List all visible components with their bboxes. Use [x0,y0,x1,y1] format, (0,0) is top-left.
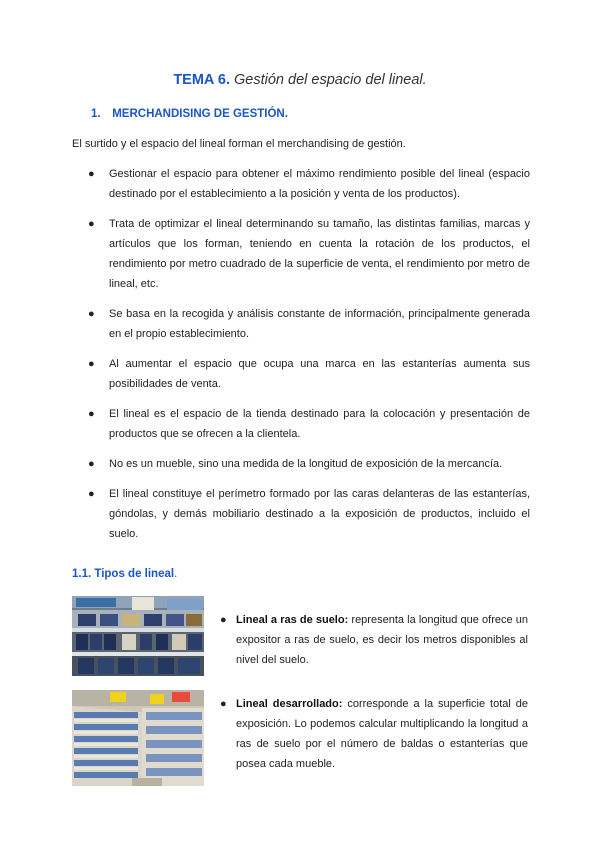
list-item: ● No es un mueble, sino una medida de la longitud de exposición de la mercancía. [86,454,530,474]
section-heading-1 [91,108,288,120]
type-description: corresponde a la superficie total de exposición. Lo podemos calcular multiplicando la longitud a ras de suelo por el número de baldas o estanterías que posea cada mueble. [236,698,528,770]
type-term: Lineal a ras de suelo: [236,614,349,626]
subsection-heading [72,568,177,580]
bullet-list [86,164,530,554]
bullet-icon: ● [88,218,95,230]
list-item: ● Trata de optimizar el lineal determinando su tamaño, las distintas familias, marcas y artículos que los forman, teniendo en cuenta la rotación de los productos, el rendimiento por metro cuadrado de la superficie de venta, el rendimiento por metro de lineal, etc. [86,214,530,294]
subsection-title: Tipos de lineal [94,568,175,580]
section-number: 1. [91,108,101,120]
type-item-floor [220,610,528,670]
developed-shelf-photo [72,690,204,786]
subsection-suffix: . [174,568,178,580]
bullet-icon: ● [220,614,227,626]
type-description: representa la longitud que ofrece un expositor a ras de suelo, es decir los metros disponibles al nivel del suelo. [236,614,528,666]
bullet-icon: ● [88,168,95,180]
section-title: MERCHANDISING DE GESTIÓN. [112,108,288,120]
list-item [220,694,528,774]
list-item: ● Al aumentar el espacio que ocupa una marca en las estanterías aumenta sus posibilidades de venta. [86,354,530,394]
page-title [0,72,600,88]
title-text: Gestión del espacio del lineal. [234,72,427,88]
type-term: Lineal desarrollado: [236,698,343,710]
bullet-icon: ● [220,698,227,710]
list-item: ● Gestionar el espacio para obtener el máximo rendimiento posible del lineal (espacio destinado por el establecimiento a la posición y venta de los productos). [86,164,530,204]
intro-paragraph: El surtido y el espacio del lineal forman el merchandising de gestión. [72,138,406,150]
list-item: ● Se basa en la recogida y análisis constante de información, principalmente generada en el propio establecimiento. [86,304,530,344]
list-item [220,610,528,670]
floor-level-shelf-photo [72,596,204,676]
title-number: TEMA 6. [173,72,230,88]
subsection-number: 1.1. [72,568,92,580]
bullet-icon: ● [88,488,95,500]
bullet-icon: ● [88,408,95,420]
list-item: ● El lineal es el espacio de la tienda destinado para la colocación y presentación de productos que se ofrecen a la clientela. [86,404,530,444]
type-item-developed [220,694,528,774]
bullet-icon: ● [88,308,95,320]
bullet-icon: ● [88,458,95,470]
bullet-icon: ● [88,358,95,370]
list-item: ● El lineal constituye el perímetro formado por las caras delanteras de las estanterías, góndolas, y demás mobiliario destinado a la exposición de productos, incluido el suelo. [86,484,530,544]
